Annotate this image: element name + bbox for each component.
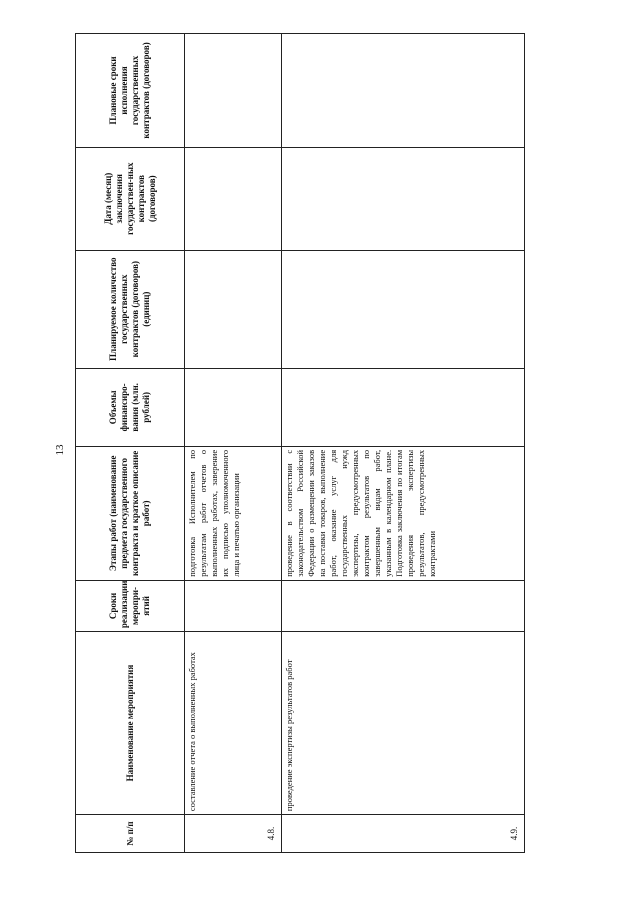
row-name: составление отчета о выполненных работах [185, 632, 282, 815]
rotated-page [75, 33, 595, 853]
row-stages: подготовка Исполнителем по результатам работ отчетов о выполненных работах, заверение их подписью уполномоченного лица и печатью организации [185, 446, 282, 580]
row-stages: проведение в соответствии с законодательством Российской Федерации о размещении заказов на поставки товаров, выполнение работ, оказание услуг для государственных нужд экспертизы, предусмотренных контрактом результатов по завершенным видам работ, указанным в календарном плане. Подготовка заключения по итогам проведения экспертизы результатов, предусмотренных контрактами [282, 446, 525, 580]
table-wrapper [75, 33, 595, 853]
header-deadline: Плановые сроки исполнения государственных контрактов (договоров) [76, 34, 185, 148]
page-number: 13 [54, 444, 66, 456]
table-row [282, 34, 525, 853]
row-number: 4.9. [282, 815, 525, 853]
header-terms: Сроки реализации меропри-ятий [76, 580, 185, 631]
header-contract-date: Дата (месяц) заключения государствен-ных контрактов (договоров) [76, 147, 185, 250]
row-contract-date [185, 147, 282, 250]
header-name: Наименование мероприятия [76, 632, 185, 815]
header-funding: Объемы финансиро-вания (млн. рублей) [76, 368, 185, 446]
row-deadline [282, 34, 525, 148]
row-contract-count [282, 250, 525, 368]
header-number: № п/п [76, 815, 185, 853]
row-funding [185, 368, 282, 446]
row-terms [282, 580, 525, 631]
row-number: 4.8. [185, 815, 282, 853]
table-row [185, 34, 282, 853]
row-deadline [185, 34, 282, 148]
row-contract-count [185, 250, 282, 368]
table-header-row [76, 34, 185, 853]
row-terms [185, 580, 282, 631]
header-stages: Этапы работ (наименование предмета государственного контракта и краткое описание работ) [76, 446, 185, 580]
row-name: проведение экспертизы результатов работ [282, 632, 525, 815]
row-funding [282, 368, 525, 446]
row-contract-date [282, 147, 525, 250]
work-plan-table [75, 33, 525, 853]
header-contract-count: Планируемое количество государственных контрактов (договоров) (единиц) [76, 250, 185, 368]
